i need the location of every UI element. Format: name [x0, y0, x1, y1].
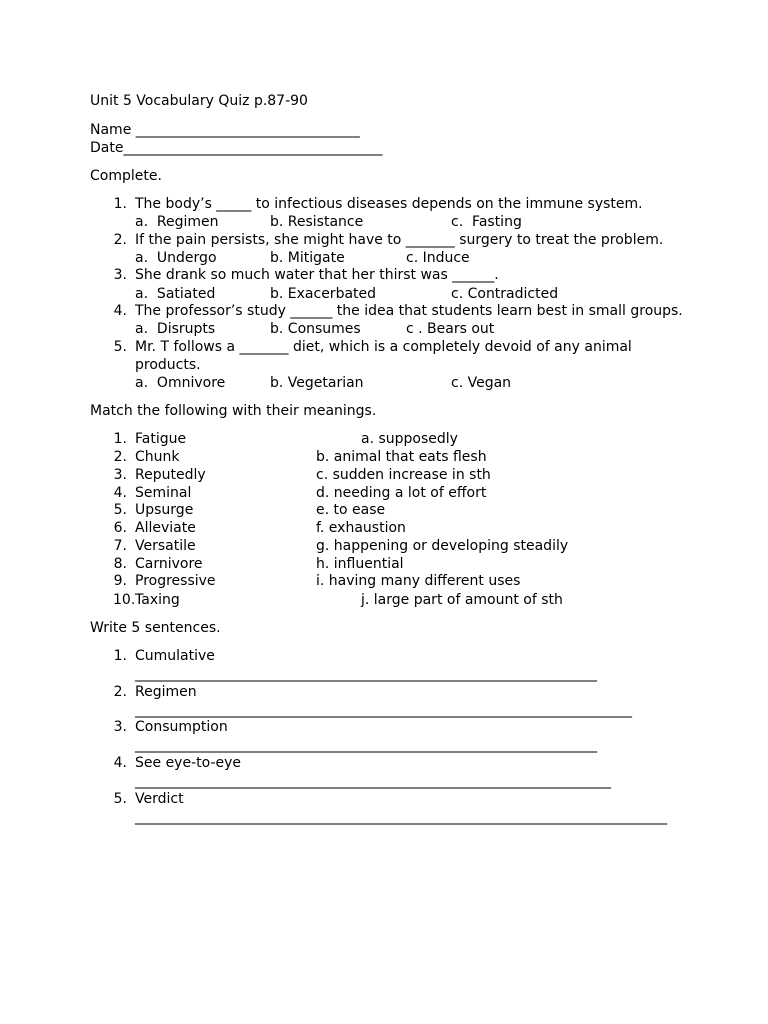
answer-line[interactable]: __________________________________________________________________ [135, 737, 597, 753]
sentence-number: 2. [113, 684, 127, 700]
answer-line[interactable]: _______________________________________________________________________ [135, 702, 632, 718]
match-word: Fatigue [135, 431, 187, 447]
date-field: Date_____________________________________ [90, 140, 383, 156]
match-word: Carnivore [135, 556, 203, 572]
option-c: c. Fasting [451, 214, 522, 230]
option-a: a. Disrupts [135, 321, 216, 337]
match-word: Upsurge [135, 502, 194, 518]
section-heading-complete: Complete. [90, 168, 162, 184]
question-number: 5. [113, 339, 127, 355]
sentence-number: 5. [113, 791, 127, 807]
match-meaning: g. happening or developing steadily [316, 538, 569, 554]
option-b: b. Resistance [270, 214, 364, 230]
match-number: 8. [113, 556, 127, 572]
match-word: Alleviate [135, 520, 196, 536]
option-b: b. Mitigate [270, 250, 345, 266]
section-heading-write: Write 5 sentences. [90, 620, 221, 636]
match-word: Versatile [135, 538, 196, 554]
question-text-continued: products. [135, 357, 201, 373]
name-field: Name ________________________________ [90, 122, 360, 138]
match-meaning: d. needing a lot of effort [316, 485, 487, 501]
quiz-title: Unit 5 Vocabulary Quiz p.87-90 [90, 93, 308, 109]
option-c: c. Contradicted [451, 286, 559, 302]
question-number: 4. [113, 303, 127, 319]
option-c: c. Vegan [451, 375, 512, 391]
match-number: 7. [113, 538, 127, 554]
sentence-number: 3. [113, 719, 127, 735]
match-meaning: i. having many different uses [316, 573, 521, 589]
match-meaning: b. animal that eats flesh [316, 449, 487, 465]
option-a: a. Regimen [135, 214, 219, 230]
answer-line[interactable]: ____________________________________________________________________________ [135, 809, 667, 825]
option-b: b. Consumes [270, 321, 361, 337]
match-meaning: a. supposedly [361, 431, 458, 447]
match-meaning: e. to ease [316, 502, 386, 518]
match-number: 4. [113, 485, 127, 501]
match-number: 3. [113, 467, 127, 483]
question-text: The body’s _____ to infectious diseases depends on the immune system. [135, 196, 643, 212]
sentence-number: 4. [113, 755, 127, 771]
match-meaning: f. exhaustion [316, 520, 406, 536]
sentence-word: See eye-to-eye [135, 755, 242, 771]
option-a: a. Omnivore [135, 375, 226, 391]
match-meaning: j. large part of amount of sth [361, 592, 563, 608]
match-word: Progressive [135, 573, 216, 589]
match-number: 1. [113, 431, 127, 447]
match-word: Reputedly [135, 467, 206, 483]
match-word: Seminal [135, 485, 192, 501]
sentence-number: 1. [113, 648, 127, 664]
question-text: If the pain persists, she might have to _______ surgery to treat the problem. [135, 232, 664, 248]
sentence-word: Cumulative [135, 648, 215, 664]
sentence-word: Verdict [135, 791, 184, 807]
match-number: 10. [113, 592, 136, 608]
question-number: 1. [113, 196, 127, 212]
option-a: a. Undergo [135, 250, 217, 266]
question-text: Mr. T follows a _______ diet, which is a completely devoid of any animal [135, 339, 632, 355]
option-b: b. Vegetarian [270, 375, 364, 391]
sentence-word: Consumption [135, 719, 228, 735]
answer-line[interactable]: __________________________________________________________________ [135, 666, 597, 682]
match-number: 6. [113, 520, 127, 536]
section-heading-match: Match the following with their meanings. [90, 403, 377, 419]
match-word: Chunk [135, 449, 180, 465]
match-number: 5. [113, 502, 127, 518]
question-number: 2. [113, 232, 127, 248]
answer-line[interactable]: ____________________________________________________________________ [135, 773, 611, 789]
option-b: b. Exacerbated [270, 286, 377, 302]
option-c: c. Induce [406, 250, 470, 266]
match-word: Taxing [135, 592, 180, 608]
question-number: 3. [113, 267, 127, 283]
match-number: 9. [113, 573, 127, 589]
match-meaning: h. influential [316, 556, 404, 572]
option-c: c . Bears out [406, 321, 495, 337]
question-text: She drank so much water that her thirst was ______. [135, 267, 499, 283]
match-number: 2. [113, 449, 127, 465]
match-meaning: c. sudden increase in sth [316, 467, 491, 483]
sentence-word: Regimen [135, 684, 197, 700]
option-a: a. Satiated [135, 286, 216, 302]
question-text: The professor’s study ______ the idea that students learn best in small groups. [135, 303, 683, 319]
